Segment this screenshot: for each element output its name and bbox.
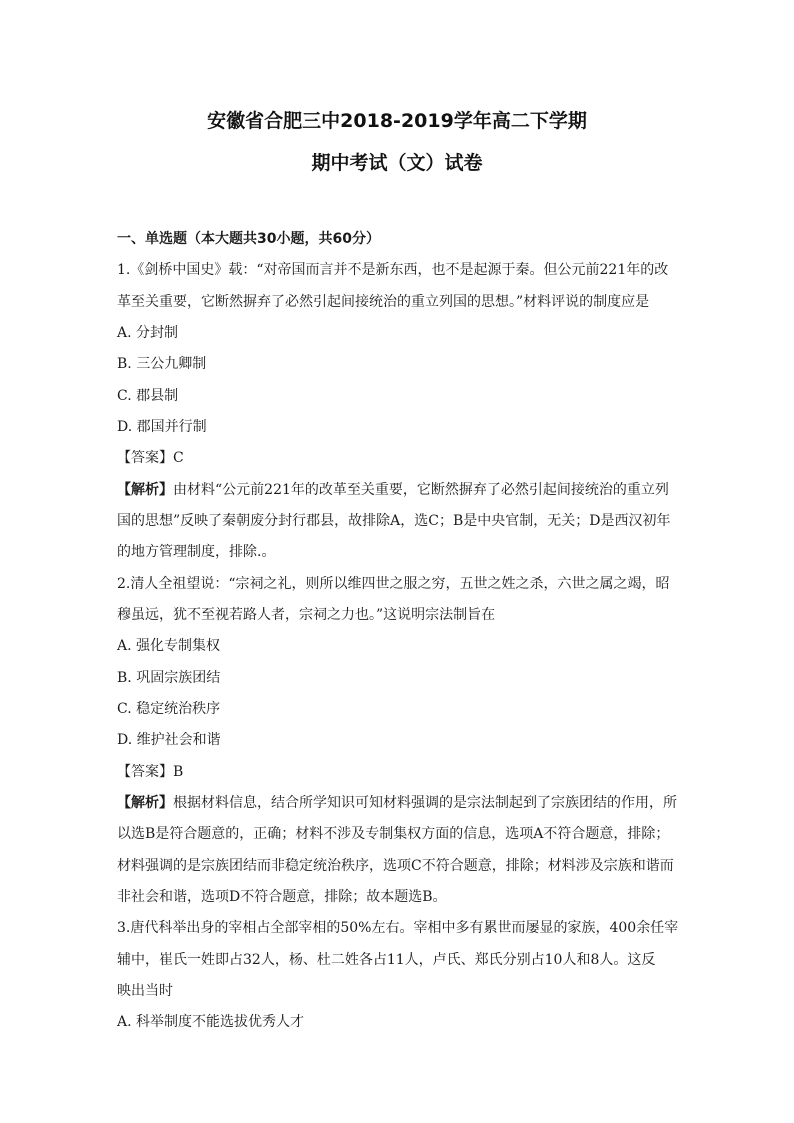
q3-option-a: A. 科举制度不能选拔优秀人才	[117, 1014, 305, 1030]
exam-title-line1: 安徽省合肥三中2018-2019学年高二下学期	[207, 110, 587, 132]
q1-analysis-line1	[117, 480, 677, 500]
q1-option-a: A. 分封制	[117, 325, 179, 341]
q2-analysis-line4: 非社会和谐，选项D不符合题意，排除；故本题选B。	[117, 889, 447, 905]
q2-stem-line1: 2.清人全祖望说：“宗祠之礼，则所以维四世之服之穷，五世之姓之杀，六世之属之竭，昭	[117, 576, 670, 592]
q1-stem-line2: 革至关重要，它断然摒弃了必然引起间接统治的重立列国的思想。”材料评说的制度应是	[117, 294, 650, 310]
q2-analysis-line1	[117, 793, 677, 813]
q2-option-b: B. 巩固宗族团结	[117, 670, 221, 686]
q1-analysis-line2: 国的思想”反映了秦朝废分封行郡县，故排除A，选C；B是中央官制，无关；D是西汉初年	[117, 513, 671, 529]
q2-option-a: A. 强化专制集权	[117, 638, 221, 654]
q2-stem-line2: 穆虽远，犹不至视若路人者，宗祠之力也。”这说明宗法制旨在	[117, 607, 496, 623]
q3-stem-line3: 映出当时	[117, 983, 173, 999]
q1-answer: 【答案】C	[117, 450, 184, 466]
exam-title-line2: 期中考试（文）试卷	[311, 152, 483, 174]
q2-option-c: C. 稳定统治秩序	[117, 701, 221, 717]
q1-option-b: B. 三公九卿制	[117, 356, 207, 372]
q2-analysis-line2: 以选B是符合题意的，正确；材料不涉及专制集权方面的信息，选项A不符合题意，排除；	[117, 826, 670, 842]
q1-option-c: C. 郡县制	[117, 388, 179, 404]
q3-stem-line2: 辅中，崔氏一姓即占32人，杨、杜二姓各占11人，卢氏、郑氏分别占10人和8人。这反	[117, 952, 656, 968]
q2-answer: 【答案】B	[117, 764, 184, 780]
q1-option-d: D. 郡国并行制	[117, 419, 207, 435]
section-heading: 一、单选题（本大题共30小题，共60分）	[117, 231, 380, 247]
q3-stem-line1: 3.唐代科举出身的宰相占全部宰相的50%左右。宰相中多有累世而屡显的家族，400余任宰	[117, 920, 679, 936]
q1-analysis-line3: 的地方管理制度，排除.。	[117, 544, 276, 560]
q2-analysis-line3: 材料强调的是宗族团结而非稳定统治秩序，选项C不符合题意，排除；材料涉及宗族和谐而	[117, 858, 674, 874]
q1-analysis-text1: 由材料“公元前221年的改革至关重要，它断然摒弃了必然引起间接统治的重立列	[173, 482, 669, 498]
q1-analysis-label: 【解析】	[117, 482, 173, 498]
q1-stem-line1: 1.《剑桥中国史》载：“对帝国而言并不是新东西，也不是起源于秦。但公元前221年的改	[117, 262, 669, 278]
q2-analysis-label: 【解析】	[117, 795, 173, 811]
q2-analysis-text1: 根据材料信息，结合所学知识可知材料强调的是宗法制起到了宗族团结的作用，所	[173, 795, 677, 811]
q2-option-d: D. 维护社会和谐	[117, 732, 221, 748]
